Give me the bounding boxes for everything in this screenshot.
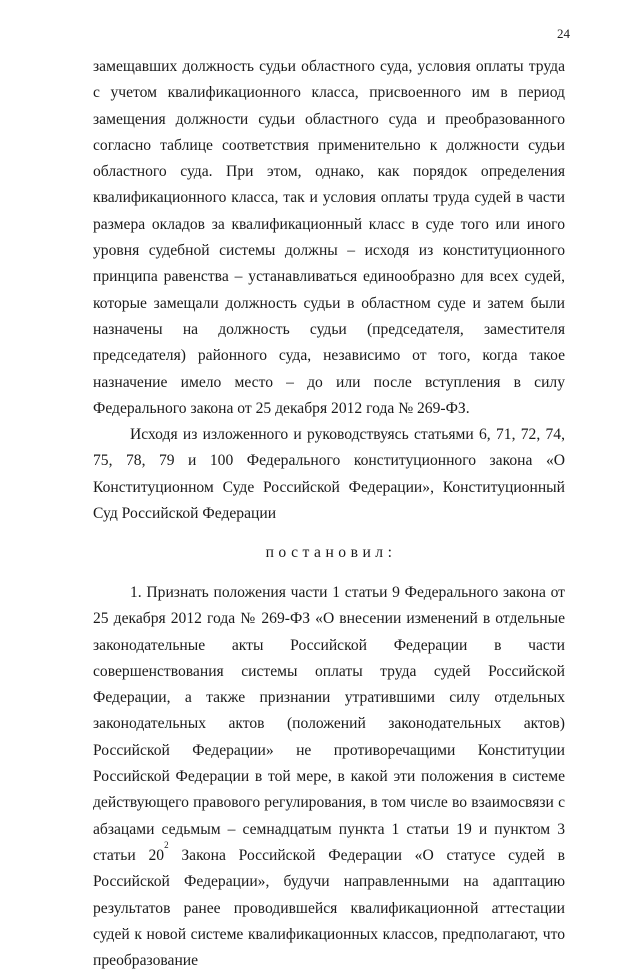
page-number: 24 [557, 26, 570, 41]
document-body [93, 54, 565, 974]
paragraph-ruling-1 [93, 580, 565, 974]
paragraph-continuation: замещавших должность судьи областного суда, условия оплаты труда с учетом квалификационного класса, присвоенного им в период замещения должности судьи областного суда и преобразованного согласно таблице соответствия применительно к должности судьи областного суда. При этом, однако, как порядок определения квалификационного класса, так и условия оплаты труда судей в части размера окладов за квалификационный класс в суде того или иного уровня судебной системы должны – исходя из конституционного принципа равенства – устанавливаться единообразно для всех судей, которые замещали должность судьи в областном суде и затем были назначены на должность судьи (председателя, заместителя председателя) районного суда, независимо от того, когда такое назначение имело место – до или после вступления в силу Федерального закона от 25 декабря 2012 года № 269-ФЗ. [93, 58, 565, 417]
ruling-text-part-b: Закона Российской Федерации «О статусе судей в Российской Федерации», будучи направленными на адаптацию результатов ранее проводившейся квалификационной аттестации судей к новой системе квалификационных классов, предполагают, что преобразование [93, 846, 565, 970]
decision-heading: постановил: [265, 544, 397, 562]
footnote-superscript: 2 [164, 839, 169, 850]
paragraph-grounds: Исходя из изложенного и руководствуясь статьями 6, 71, 72, 74, 75, 78, 79 и 100 Федерального конституционного закона «О Конституционном Суде Российской Федерации», Конституционный Суд Российской Федерации [93, 426, 565, 523]
ruling-text-part-a: 1. Признать положения части 1 статьи 9 Федерального закона от 25 декабря 2012 года № 269-ФЗ «О внесении изменений в отдельные законодательные акты Российской Федерации в части совершенствования системы оплаты труда судей Российской Федерации, а также признании утратившими силу отдельных законодательных актов (положений законодательных актов) Российской Федерации» не противоречащими Конституции Российской Федерации в той мере, в какой эти положения в системе действующего правового регулирования, в том числе во взаимосвязи с абзацами седьмым – семнадцатым пункта 1 статьи 19 и пунктом 3 статьи 20 [93, 583, 565, 864]
